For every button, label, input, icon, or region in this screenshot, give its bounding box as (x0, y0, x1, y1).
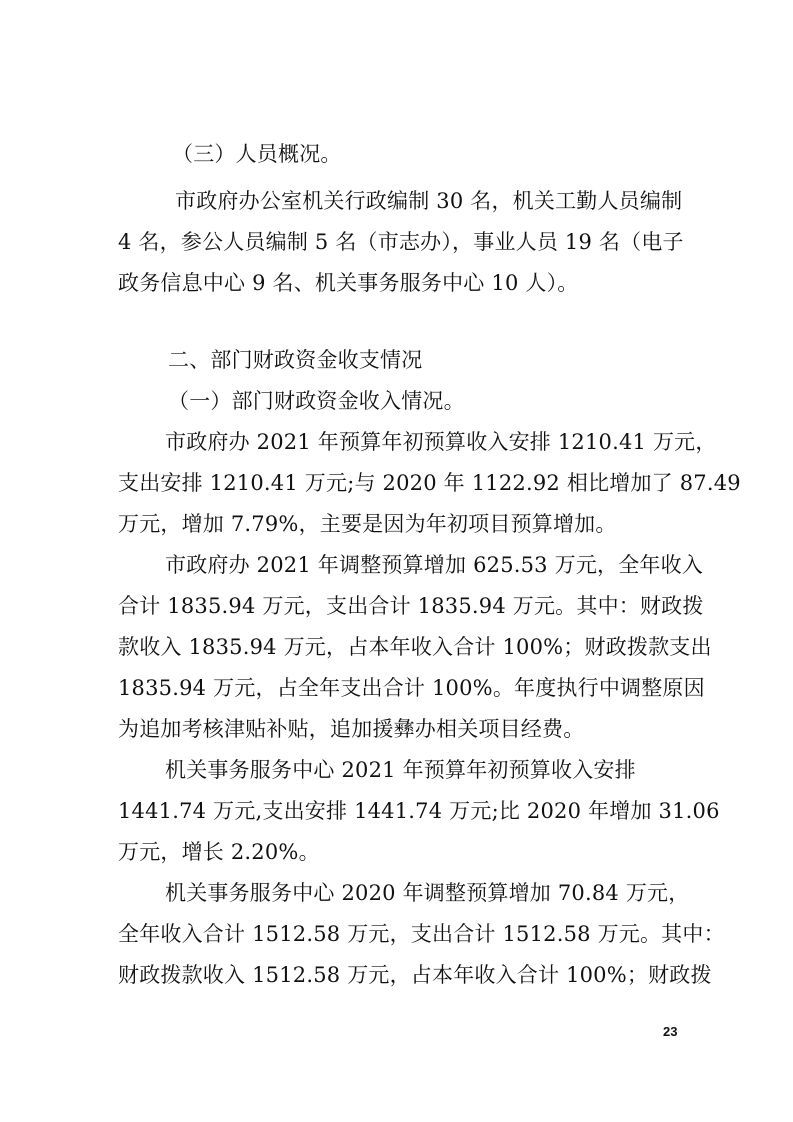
subsection-heading-income: （一）部门财政资金收入情况。 (168, 389, 465, 413)
staffing-paragraph-line: 市政府办公室机关行政编制 30 名，机关工勤人员编制 (175, 189, 683, 213)
service-center-adjustment-line: 全年收入合计 1512.58 万元，支出合计 1512.58 万元。其中： (118, 922, 725, 946)
adjustment-paragraph-line: 市政府办 2021 年调整预算增加 625.53 万元，全年收入 (165, 553, 704, 577)
section-heading-staffing: （三）人员概况。 (172, 142, 342, 166)
adjustment-paragraph-line: 1835.94 万元，占全年支出合计 100%。年度执行中调整原因 (118, 676, 705, 700)
adjustment-paragraph-line: 为追加考核津贴补贴，追加援彝办相关项目经费。 (118, 717, 585, 741)
page-number: 23 (663, 1024, 678, 1039)
budget-paragraph-line: 万元，增加 7.79%，主要是因为年初项目预算增加。 (118, 512, 617, 536)
budget-paragraph-line: 市政府办 2021 年预算年初预算收入安排 1210.41 万元， (165, 430, 717, 454)
service-center-paragraph-line: 机关事务服务中心 2021 年预算年初预算收入安排 (165, 758, 636, 782)
budget-paragraph-line: 支出安排 1210.41 万元;与 2020 年 1122.92 相比增加了 87.49 (118, 471, 741, 495)
service-center-paragraph-line: 1441.74 万元,支出安排 1441.74 万元;比 2020 年增加 31.06 (118, 799, 720, 823)
service-center-adjustment-line: 机关事务服务中心 2020 年调整预算增加 70.84 万元， (165, 881, 690, 905)
service-center-adjustment-line: 财政拨款收入 1512.58 万元，占本年收入合计 100%；财政拨 (118, 963, 712, 987)
adjustment-paragraph-line: 合计 1835.94 万元，支出合计 1835.94 万元。其中：财政拨 (118, 594, 704, 618)
staffing-paragraph-line: 政务信息中心 9 名、机关事务服务中心 10 人）。 (118, 271, 579, 295)
adjustment-paragraph-line: 款收入 1835.94 万元，占本年收入合计 100%；财政拨款支出 (118, 635, 712, 659)
part-heading-finance: 二、部门财政资金收支情况 (168, 348, 423, 372)
service-center-paragraph-line: 万元，增长 2.20%。 (118, 840, 320, 864)
staffing-paragraph-line: 4 名，参公人员编制 5 名（市志办），事业人员 19 名（电子 (118, 230, 684, 254)
